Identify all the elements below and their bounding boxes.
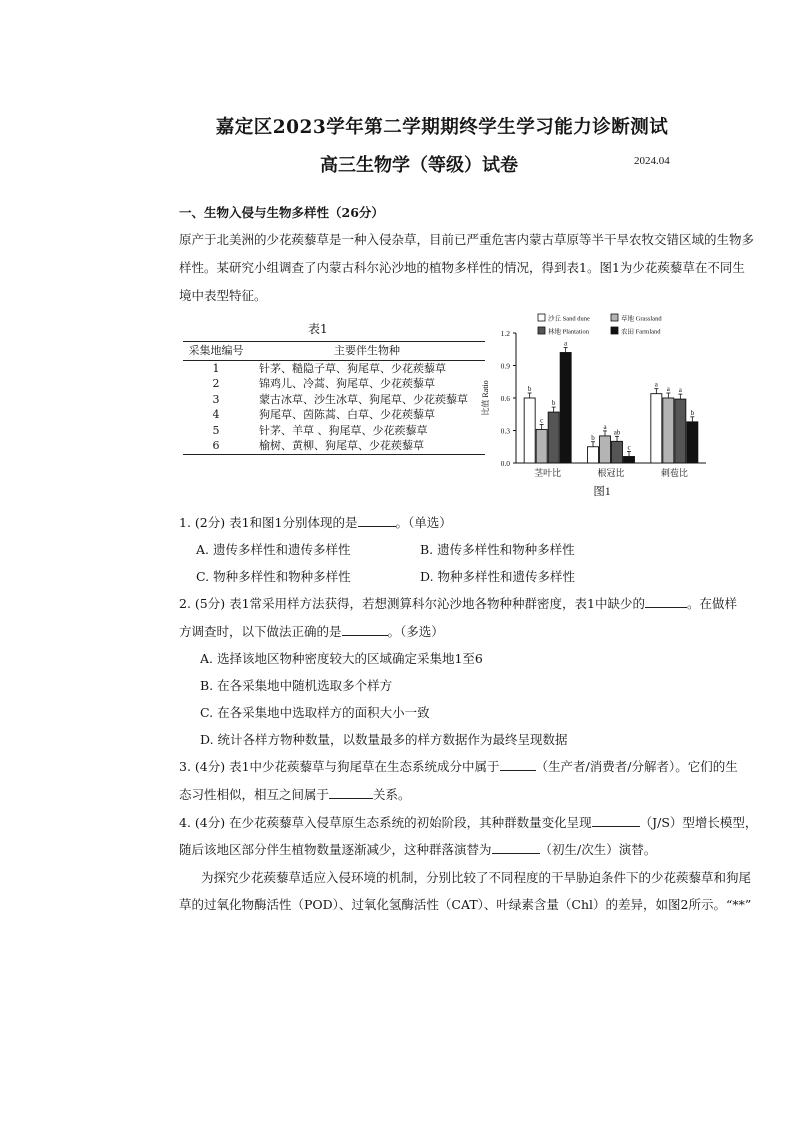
legend-label: 林地 Plantation [548,328,589,336]
section-heading: 一、生物入侵与生物多样性（26分） [179,205,384,220]
table-header-row [183,342,485,361]
intro-line-1: 原产于北美洲的少花蒺藜草是一种入侵杂草，目前已严重危害内蒙古草原等半干旱农牧交错区域的生物多 [179,232,755,247]
table-row [183,423,485,439]
bar-significance-label: c [627,443,631,452]
x-category-label: 刺苞比 [660,468,688,478]
bar-significance-label: b [551,399,556,408]
bar-significance-label: a [678,386,682,395]
q2-option-b: B. 在各采集地中随机选取多个样方 [200,678,393,693]
exam-date: 2024.04 [634,155,670,167]
bar-significance-label: a [603,422,607,431]
q3-stem-1-end: （生产者/消费者/分解者）。它们的生 [535,759,738,774]
q4-stem-1: 4. (4分) 在少花蒺藜草入侵草原生态系统的初始阶段，其种群数量变化呈现 [179,815,592,830]
q4-stem-2-end: （初生/次生）演替。 [539,842,657,857]
q2-stem-2: 方调查时，以下做法正确的是 [179,624,342,639]
bar-significance-label: b [591,433,595,442]
question-4-line-1 [179,813,757,831]
q4-answer-blank-1[interactable] [592,814,640,827]
q2-option-a: A. 选择该地区物种密度较大的区域确定采集地1至6 [200,651,483,666]
legend-swatch [611,327,618,334]
bar-significance-label: a [666,385,670,393]
table-cell-site: 1 [212,361,220,375]
q2-option-d: D. 统计各样方物种数量，以数量最多的样方数据作为最终呈现数据 [200,732,568,747]
species-table [183,341,485,455]
q3-answer-blank-1[interactable] [500,758,536,771]
q2-option-c: C. 在各采集地中选取样方的面积大小一致 [200,705,430,720]
q4-stem-2: 随后该地区部分伴生植物数量逐渐减少，这种群落演替为 [179,842,492,857]
table-header-site: 采集地编号 [183,342,249,361]
q1-answer-blank[interactable] [358,514,396,527]
y-axis-label: 比值 Ratio [481,380,490,416]
table-row [183,407,485,423]
table-cell-species: 榆树、黄柳、狗尾草、少花蒺藜草 [249,438,485,454]
legend-label: 农田 Farmland [621,328,661,336]
question-2-line-1 [179,594,737,612]
bar [612,441,623,463]
x-category-label: 茎叶比 [534,468,562,478]
q1-option-c: C. 物种多样性和物种多样性 [196,569,351,584]
legend-swatch [538,327,545,334]
q3-stem-2: 态习性相似，相互之间属于 [179,787,330,802]
intro-line-3: 境中表型特征。 [179,288,267,303]
q4-answer-blank-2[interactable] [492,841,540,854]
q2-answer-blank-1[interactable] [645,595,687,608]
y-tick-label: 1.2 [500,329,510,338]
bar [675,399,686,463]
table-caption: 表1 [308,322,328,336]
legend-label: 草地 Grassland [621,315,662,323]
figure-caption: 图1 [593,486,611,498]
legend-swatch [538,314,545,321]
table-cell-species: 蒙古冰草、沙生冰草、狗尾草、少花蒺藜草 [259,392,468,406]
q1-option-a: A. 遗传多样性和遗传多样性 [196,542,351,557]
q1-option-d: D. 物种多样性和遗传多样性 [420,569,576,584]
exam-subtitle: 高三生物学（等级）试卷 [320,155,518,176]
y-tick-label: 0.9 [500,361,510,371]
bar [548,412,559,463]
q2-stem-1-end: 。在做样 [687,596,738,611]
table-cell-species: 针茅、羊草 、狗尾草、少花蒺藜草 [259,423,428,437]
bar [560,353,571,464]
bar [624,457,635,464]
closing-line-2: 草的过氧化物酶活性（POD）、过氧化氢酶活性（CAT）、叶绿素含量（Chl）的差异，如图2所示。“**” [179,897,752,912]
bar-significance-label: a [654,380,658,389]
intro-line-2: 样性。某研究小组调查了内蒙古科尔沁沙地的植物多样性的情况，得到表1。图1为少花蒺藜草在不同生 [179,260,745,275]
bar [524,398,535,463]
table-row [183,392,485,408]
y-tick-label: 0.6 [500,394,510,403]
figure-1-bar-chart [478,308,708,503]
q3-stem-1: 3. (4分) 表1中少花蒺藜草与狗尾草在生态系统成分中属于 [179,759,500,774]
bar-significance-label: ab [613,428,621,437]
q3-answer-blank-2[interactable] [329,786,373,799]
bar [588,447,599,463]
question-4-line-2 [179,840,656,858]
y-tick-label: 0.3 [500,426,510,436]
table-header-species: 主要伴生物种 [249,342,485,361]
q2-answer-blank-2[interactable] [342,623,388,636]
table-row [183,360,485,376]
bar [663,398,674,463]
table-cell-site: 4 [212,408,220,421]
x-category-label: 根冠比 [597,468,625,478]
bar-significance-label: a [564,339,568,348]
bar-significance-label: c [540,416,544,425]
legend-label: 沙丘 Sand dune [548,315,590,323]
q2-stem-2-end: 。（多选） [387,624,444,639]
q3-stem-2-end: 关系。 [373,787,411,802]
q1-suffix: 。（单选） [395,515,452,530]
table-cell-site: 5 [212,423,220,437]
y-tick-label: 0.0 [500,459,510,468]
question-1 [179,513,452,531]
table-cell-species: 狗尾草、茵陈蒿、白草、少花蒺藜草 [259,408,435,421]
table-cell-site: 3 [212,392,220,406]
question-3-line-1 [179,757,738,775]
table-cell-site: 6 [183,438,249,454]
bar [536,429,547,463]
question-3-line-2 [179,785,411,803]
exam-title: 嘉定区2023学年第二学期期终学生学习能力诊断测试 [215,117,669,138]
question-2-line-2 [179,622,444,640]
bar [687,422,698,463]
table-row [183,376,485,392]
closing-line-1: 为探究少花蒺藜草适应入侵环境的机制，分别比较了不同程度的干旱胁迫条件下的少花蒺藜草和狗尾 [201,870,752,885]
q2-stem-1: 2. (5分) 表1常采用样方法获得，若想测算科尔沁沙地各物种种群密度，表1中缺少的 [179,596,645,611]
table-cell-species: 锦鸡儿、冷蒿、狗尾草、少花蒺藜草 [259,377,435,390]
legend-swatch [611,314,618,321]
table-cell-species: 针茅、糙隐子草、狗尾草、少花蒺藜草 [259,361,446,375]
q4-stem-1-end: （J/S）型增长模型， [639,815,758,830]
bar [651,394,662,463]
bar-significance-label: b [527,385,532,393]
table-row [183,438,485,454]
bar-significance-label: b [690,408,695,417]
q1-stem: 1. (2分) 表1和图1分别体现的是 [179,515,358,530]
bar [600,436,611,463]
q1-option-b: B. 遗传多样性和物种多样性 [420,542,575,557]
table-cell-site: 2 [212,377,220,390]
